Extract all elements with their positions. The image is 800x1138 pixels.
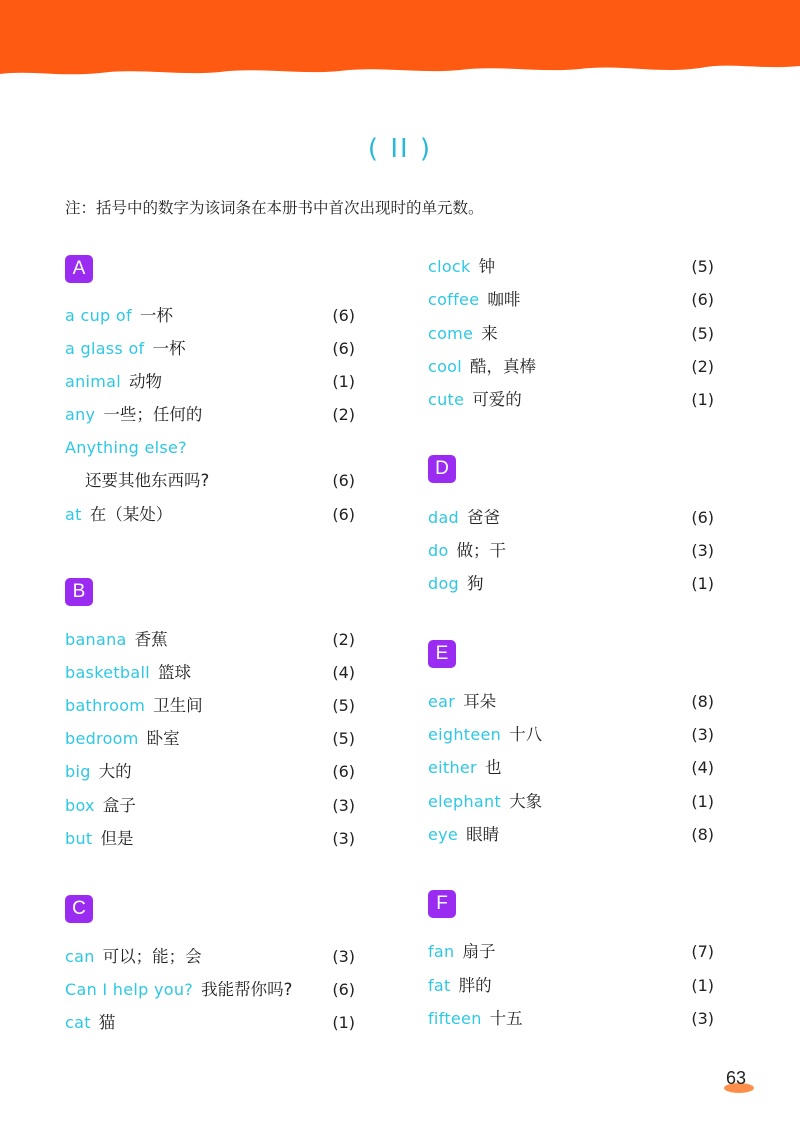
entry-english: fifteen bbox=[428, 1009, 482, 1028]
entry-unit: (2) bbox=[691, 357, 714, 376]
entry-chinese: 可以；能；会 bbox=[102, 947, 202, 966]
entry-unit: (2) bbox=[332, 405, 355, 424]
entry-english: but bbox=[65, 829, 93, 848]
page-title: ( II ) bbox=[367, 134, 433, 164]
entry-do bbox=[428, 539, 714, 563]
note-text: 注：括号中的数字为该词条在本册书中首次出现时的单元数。 bbox=[65, 199, 484, 217]
entry-chinese: 钟 bbox=[478, 257, 496, 276]
entry-eighteen bbox=[428, 723, 714, 747]
entry-english: bedroom bbox=[65, 729, 139, 748]
entry-anything-else-translation bbox=[65, 469, 355, 493]
entry-chinese: 咖啡 bbox=[487, 290, 521, 309]
entry-english: either bbox=[428, 758, 477, 777]
entry-unit: (6) bbox=[691, 290, 714, 309]
entry-anything-else bbox=[65, 436, 355, 460]
entry-english: basketball bbox=[65, 663, 150, 682]
entry-clock bbox=[428, 255, 714, 279]
entry-unit: (1) bbox=[691, 976, 714, 995]
entry-any bbox=[65, 403, 355, 427]
entry-ear bbox=[428, 690, 714, 714]
entry-chinese: 香蕉 bbox=[134, 630, 168, 649]
entry-unit: (6) bbox=[332, 339, 355, 358]
entry-big bbox=[65, 760, 355, 784]
entry-chinese: 眼睛 bbox=[466, 825, 500, 844]
entry-chinese: 耳朵 bbox=[463, 692, 497, 711]
entry-chinese: 卫生间 bbox=[153, 696, 203, 715]
entry-unit: (1) bbox=[691, 574, 714, 593]
entry-bedroom bbox=[65, 727, 355, 751]
entry-a-cup-of bbox=[65, 304, 355, 328]
entry-elephant bbox=[428, 790, 714, 814]
entry-english: eighteen bbox=[428, 725, 502, 744]
entry-unit: (5) bbox=[691, 324, 714, 343]
entry-chinese: 大的 bbox=[98, 762, 132, 781]
entry-english: Anything else? bbox=[65, 438, 187, 457]
entry-unit: (4) bbox=[332, 663, 355, 682]
section-letter-b: B bbox=[65, 578, 93, 606]
entry-cat bbox=[65, 1011, 355, 1035]
entry-english: dad bbox=[428, 508, 460, 527]
section-letter-d: D bbox=[428, 455, 456, 483]
entry-unit: (3) bbox=[332, 829, 355, 848]
entry-unit: (8) bbox=[691, 692, 714, 711]
entry-unit: (3) bbox=[691, 541, 714, 560]
entry-basketball bbox=[65, 661, 355, 685]
entry-chinese: 可爱的 bbox=[472, 390, 522, 409]
entry-unit: (5) bbox=[691, 257, 714, 276]
entry-at bbox=[65, 503, 355, 527]
entry-chinese: 也 bbox=[484, 758, 502, 777]
entry-animal bbox=[65, 370, 355, 394]
entry-english: Can I help you? bbox=[65, 980, 194, 999]
entry-unit: (3) bbox=[332, 796, 355, 815]
entry-unit: (5) bbox=[332, 729, 355, 748]
section-letter-e: E bbox=[428, 640, 456, 668]
entry-fan bbox=[428, 940, 714, 964]
entry-unit: (6) bbox=[332, 505, 355, 524]
entry-unit: (8) bbox=[691, 825, 714, 844]
entry-chinese: 大象 bbox=[509, 792, 543, 811]
entry-english: fat bbox=[428, 976, 451, 995]
entry-english: do bbox=[428, 541, 449, 560]
entry-can bbox=[65, 945, 355, 969]
entry-english: a glass of bbox=[65, 339, 145, 358]
entry-cute bbox=[428, 388, 714, 412]
entry-english: cool bbox=[428, 357, 463, 376]
entry-english: banana bbox=[65, 630, 127, 649]
entry-chinese: 做；干 bbox=[456, 541, 507, 560]
section-letter-a: A bbox=[65, 255, 93, 283]
entry-english: can bbox=[65, 947, 95, 966]
entry-english: fan bbox=[428, 942, 455, 961]
entry-unit: (3) bbox=[691, 725, 714, 744]
section-letter-f: F bbox=[428, 890, 456, 918]
entry-english: box bbox=[65, 796, 95, 815]
entry-chinese: 在（某处） bbox=[89, 505, 173, 524]
entry-unit: (2) bbox=[332, 630, 355, 649]
entry-unit: (6) bbox=[332, 762, 355, 781]
entry-chinese: 十五 bbox=[489, 1009, 523, 1028]
entry-unit: (7) bbox=[691, 942, 714, 961]
entry-fifteen bbox=[428, 1007, 714, 1031]
entry-chinese: 一杯 bbox=[139, 306, 173, 325]
entry-chinese: 狗 bbox=[467, 574, 484, 593]
entry-english: coffee bbox=[428, 290, 480, 309]
entry-english: big bbox=[65, 762, 91, 781]
entry-english: cat bbox=[65, 1013, 91, 1032]
entry-chinese: 但是 bbox=[100, 829, 134, 848]
entry-english: cute bbox=[428, 390, 465, 409]
entry-chinese: 扇子 bbox=[462, 942, 496, 961]
entry-chinese: 胖的 bbox=[458, 976, 492, 995]
entry-banana bbox=[65, 628, 355, 652]
entry-chinese: 酷，真棒 bbox=[470, 357, 537, 376]
entry-english: clock bbox=[428, 257, 471, 276]
entry-english: a cup of bbox=[65, 306, 132, 325]
entry-chinese: 来 bbox=[481, 324, 498, 343]
entry-unit: (3) bbox=[691, 1009, 714, 1028]
entry-chinese: 猫 bbox=[98, 1013, 116, 1032]
entry-unit: (6) bbox=[332, 980, 355, 999]
entry-unit: (1) bbox=[691, 390, 714, 409]
entry-box bbox=[65, 794, 355, 818]
entry-fat bbox=[428, 974, 714, 998]
entry-unit: (5) bbox=[332, 696, 355, 715]
entry-chinese: 盒子 bbox=[102, 796, 136, 815]
entry-english: elephant bbox=[428, 792, 502, 811]
entry-chinese: 篮球 bbox=[157, 663, 191, 682]
entry-english: any bbox=[65, 405, 96, 424]
entry-chinese: 一杯 bbox=[152, 339, 186, 358]
entry-chinese: 动物 bbox=[129, 372, 163, 391]
entry-unit: (4) bbox=[691, 758, 714, 777]
entry-dog bbox=[428, 572, 714, 596]
entry-unit: (6) bbox=[332, 306, 355, 325]
entry-coffee bbox=[428, 288, 714, 312]
entry-unit: (3) bbox=[332, 947, 355, 966]
entry-english: eye bbox=[428, 825, 459, 844]
entry-chinese: 一些；任何的 bbox=[103, 405, 203, 424]
entry-a-glass-of bbox=[65, 337, 355, 361]
entry-chinese: 爸爸 bbox=[467, 508, 501, 527]
entry-english: come bbox=[428, 324, 474, 343]
entry-unit: (1) bbox=[332, 372, 355, 391]
entry-unit: (6) bbox=[332, 471, 355, 490]
entry-cool bbox=[428, 355, 714, 379]
entry-english: animal bbox=[65, 372, 122, 391]
entry-can-i-help-you bbox=[65, 978, 355, 1002]
entry-but bbox=[65, 827, 355, 851]
entry-either bbox=[428, 756, 714, 780]
entry-chinese: 卧室 bbox=[146, 729, 180, 748]
entry-unit: (1) bbox=[332, 1013, 355, 1032]
entry-english: at bbox=[65, 505, 82, 524]
entry-chinese: 我能帮你吗? bbox=[201, 980, 293, 999]
top-banner bbox=[0, 0, 800, 82]
entry-bathroom bbox=[65, 694, 355, 718]
section-letter-c: C bbox=[65, 895, 93, 923]
entry-come bbox=[428, 322, 714, 346]
entry-eye bbox=[428, 823, 714, 847]
page-number: 63 bbox=[726, 1068, 747, 1088]
entry-english: dog bbox=[428, 574, 460, 593]
entry-unit: (6) bbox=[691, 508, 714, 527]
entry-dad bbox=[428, 506, 714, 530]
entry-english: bathroom bbox=[65, 696, 146, 715]
entry-chinese: 十八 bbox=[509, 725, 543, 744]
entry-english: ear bbox=[428, 692, 456, 711]
entry-unit: (1) bbox=[691, 792, 714, 811]
entry-chinese: 还要其他东西吗? bbox=[85, 471, 210, 490]
